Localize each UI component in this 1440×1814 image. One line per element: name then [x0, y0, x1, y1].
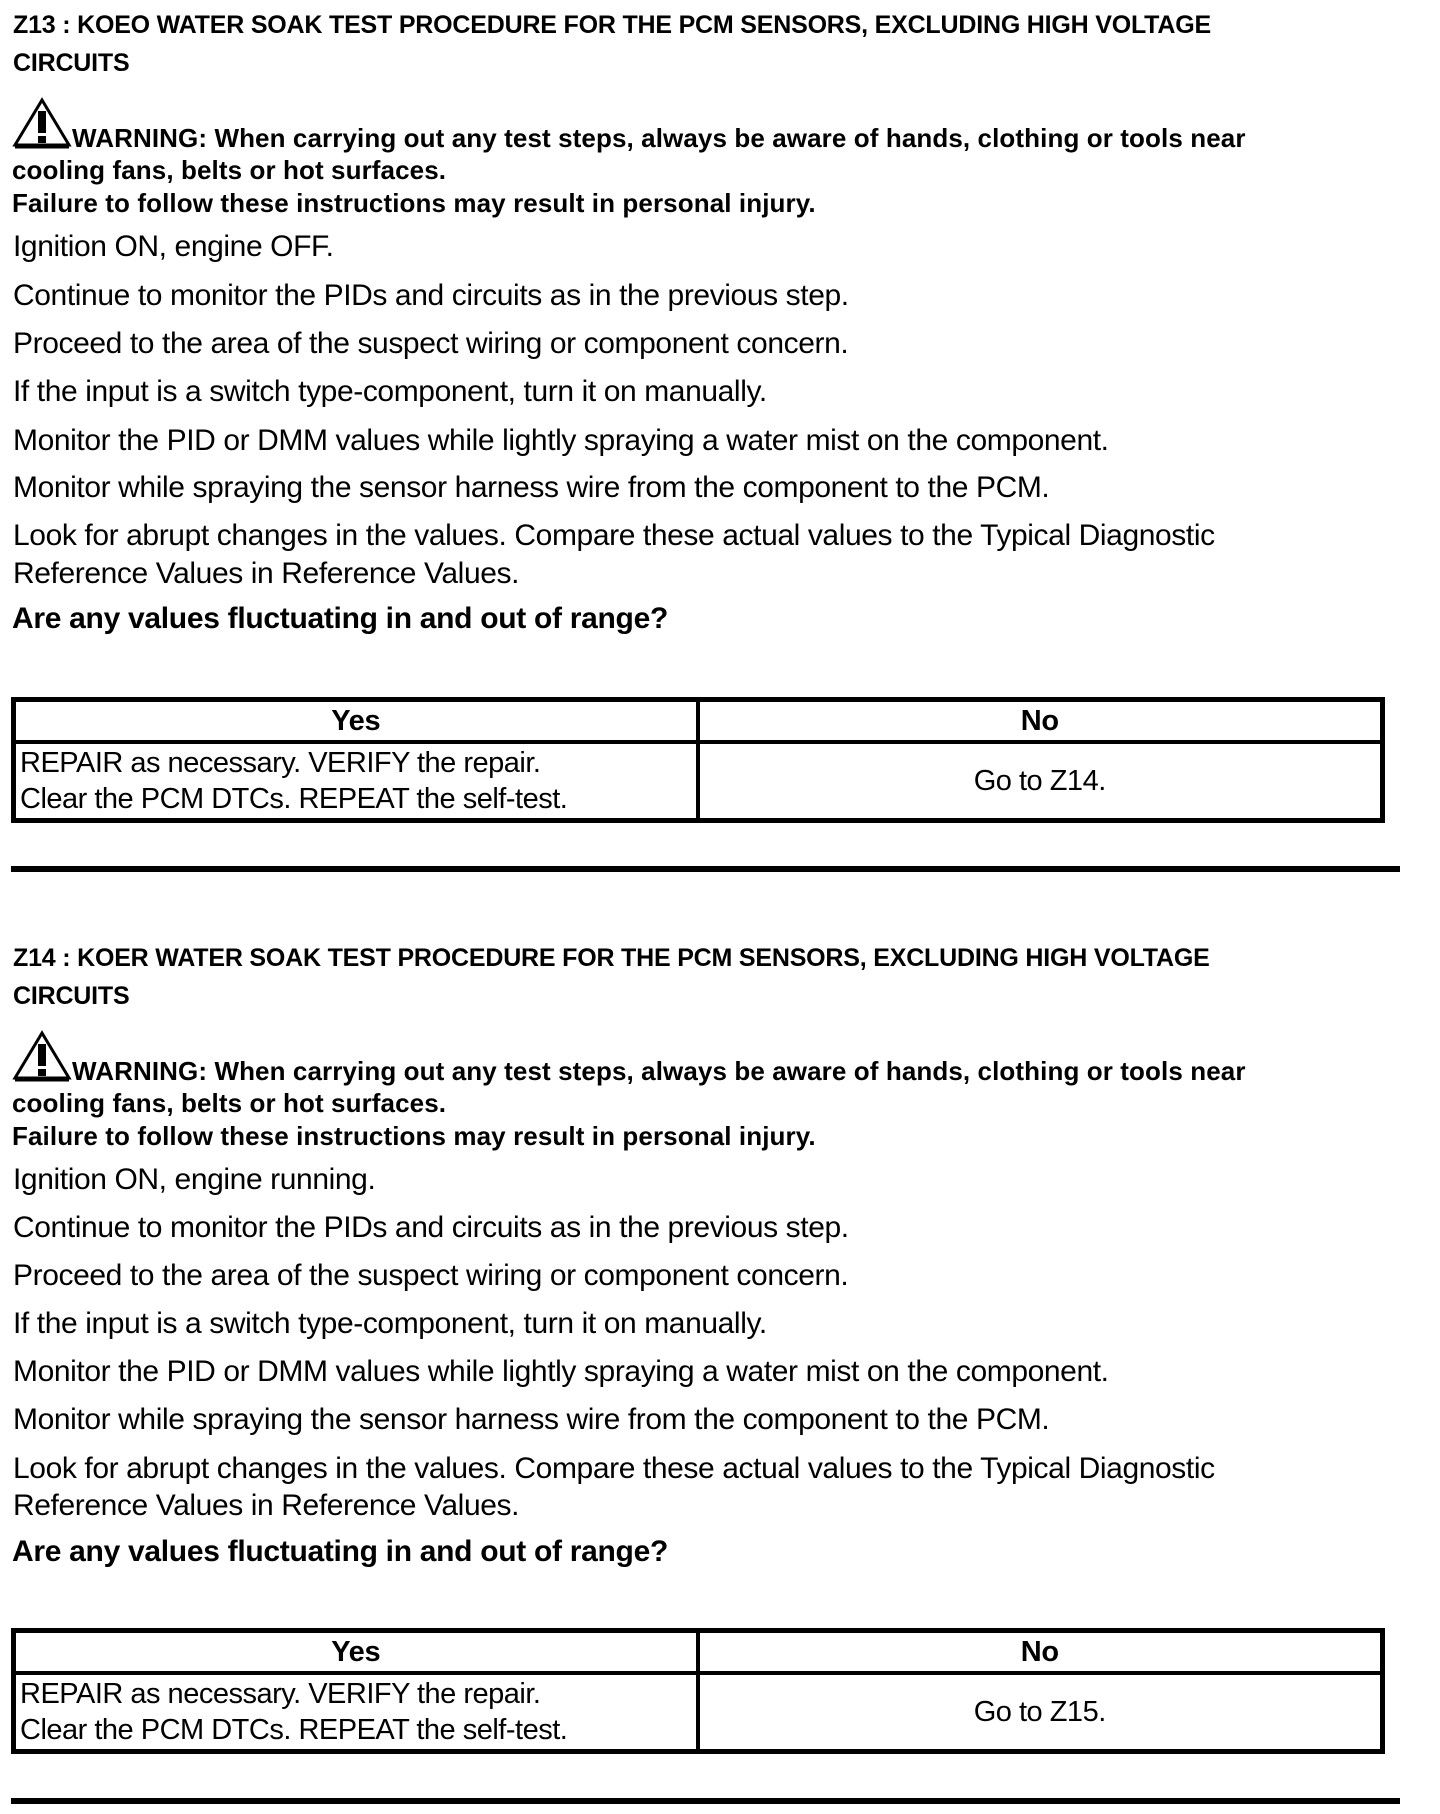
step-title-continued: CIRCUITS [13, 49, 130, 77]
step-instruction: Continue to monitor the PIDs and circuits as in the previous step. [13, 1211, 849, 1244]
yes-no-table [11, 1628, 1385, 1754]
step-instruction: Proceed to the area of the suspect wiring or component concern. [13, 1259, 849, 1292]
step-instruction: Ignition ON, engine OFF. [13, 230, 334, 263]
yes-header: Yes [14, 700, 698, 743]
step-instruction: If the input is a switch type-component, turn it on manually. [13, 1307, 767, 1340]
yes-action [14, 742, 698, 821]
warning-text: WARNING: When carrying out any test steps, always be aware of hands, clothing or tools near [72, 1056, 1246, 1086]
yes-no-table [11, 697, 1385, 823]
yes-action-line: Clear the PCM DTCs. REPEAT the self-test. [20, 1714, 568, 1746]
no-action-link[interactable]: Go to Z15. [698, 1673, 1383, 1752]
warning-triangle-icon [12, 1030, 72, 1082]
step-question: Are any values fluctuating in and out of range? [12, 602, 668, 635]
step-question: Are any values fluctuating in and out of range? [12, 1535, 668, 1568]
step-title-continued: CIRCUITS [13, 982, 130, 1010]
step-instruction: If the input is a switch type-component, turn it on manually. [13, 375, 767, 408]
section-divider [11, 1798, 1400, 1804]
step-instruction: Monitor while spraying the sensor harness wire from the component to the PCM. [13, 471, 1050, 504]
yes-action [14, 1673, 698, 1752]
no-action-link[interactable]: Go to Z14. [698, 742, 1383, 821]
warning-text: Failure to follow these instructions may result in personal injury. [12, 1121, 816, 1151]
step-instruction-continued: Reference Values in Reference Values. [13, 557, 520, 590]
yes-header: Yes [14, 1631, 698, 1674]
warning-text: WARNING: When carrying out any test steps, always be aware of hands, clothing or tools near [72, 123, 1246, 153]
no-header: No [698, 1631, 1383, 1674]
yes-action-line: Clear the PCM DTCs. REPEAT the self-test. [20, 783, 568, 815]
step-instruction: Look for abrupt changes in the values. Compare these actual values to the Typical Diagnostic [13, 519, 1215, 552]
yes-action-line: REPAIR as necessary. VERIFY the repair. [20, 747, 541, 779]
yes-action-line: REPAIR as necessary. VERIFY the repair. [20, 1678, 541, 1710]
step-instruction: Monitor the PID or DMM values while lightly spraying a water mist on the component. [13, 1355, 1109, 1388]
step-instruction: Monitor the PID or DMM values while lightly spraying a water mist on the component. [13, 424, 1109, 457]
warning-text: cooling fans, belts or hot surfaces. [12, 155, 447, 185]
no-header: No [698, 700, 1383, 743]
step-title: Z13 : KOEO WATER SOAK TEST PROCEDURE FOR THE PCM SENSORS, EXCLUDING HIGH VOLTAGE [13, 11, 1211, 39]
step-instruction: Look for abrupt changes in the values. Compare these actual values to the Typical Diagnostic [13, 1452, 1215, 1485]
step-instruction: Proceed to the area of the suspect wiring or component concern. [13, 327, 849, 360]
step-instruction: Continue to monitor the PIDs and circuits as in the previous step. [13, 279, 849, 312]
section-divider [11, 866, 1400, 872]
step-instruction: Monitor while spraying the sensor harness wire from the component to the PCM. [13, 1403, 1050, 1436]
warning-triangle-icon [12, 97, 72, 149]
step-instruction: Ignition ON, engine running. [13, 1163, 376, 1196]
step-instruction-continued: Reference Values in Reference Values. [13, 1489, 520, 1522]
warning-text: cooling fans, belts or hot surfaces. [12, 1088, 447, 1118]
warning-text: Failure to follow these instructions may result in personal injury. [12, 188, 816, 218]
step-title: Z14 : KOER WATER SOAK TEST PROCEDURE FOR THE PCM SENSORS, EXCLUDING HIGH VOLTAGE [13, 944, 1210, 972]
